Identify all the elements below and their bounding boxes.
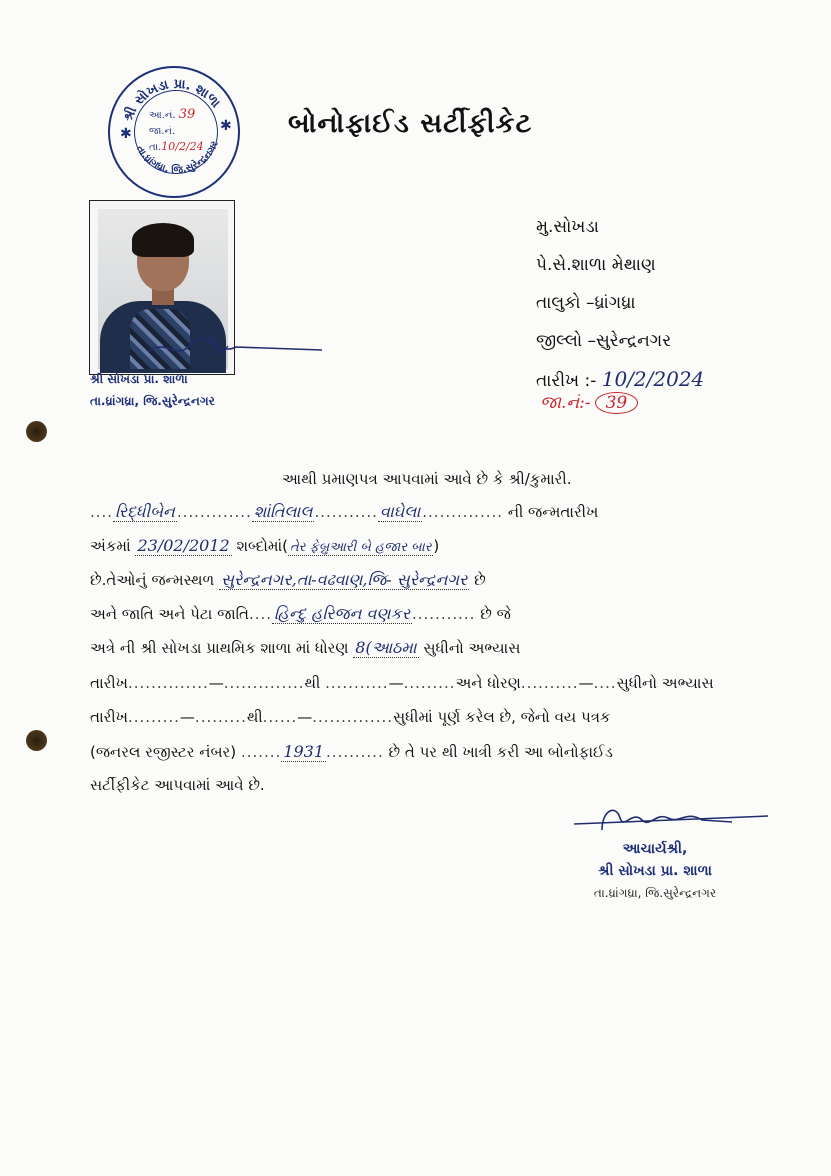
- punch-hole: [26, 730, 47, 751]
- photo-school-stamp: શ્રી સોખડા પ્રા. શાળા તા.ધ્રાંગધ્રા, જિ.સુરેન્દ્રનગર: [90, 372, 215, 408]
- svg-text:તા.ધ્રાંગધ્રા, જિ.સુરેન્દ્રનગર: તા.ધ્રાંગધ્રા, જિ.સુરેન્દ્રનગર: [133, 139, 221, 177]
- student-father-name: શાંતિલાલ: [253, 502, 313, 521]
- address-district: જીલ્લો –સુરેન્દ્રનગર: [536, 331, 671, 351]
- school-round-stamp: [108, 66, 240, 198]
- address-taluka: તાલુકો –ધ્રાંગધ્રા: [536, 293, 636, 313]
- body-line-7: તારીખ..............—..............થી ...........—.........અને ધોરણ..........—....સુધીનો અભ્યાસ: [90, 674, 714, 692]
- principal-place: તા.ધ્રાંગધ્રા, જિ.સુરેન્દ્રનગર: [593, 886, 717, 900]
- body-line-10: સર્ટીફીકેટ આપવામાં આવે છે.: [90, 776, 265, 794]
- body-line-1: આથી પ્રમાણપત્ર આપવામાં આવે છે કે શ્રી/કુમારી.: [282, 470, 572, 488]
- body-line-9: (જનરલ રજીસ્ટર નંબર) ....... 1931 .......... છે તે પર થી ખાત્રી કરી આ બોનોફાઈડ: [90, 742, 613, 761]
- punch-hole: [26, 421, 47, 442]
- body-line-caste: અને જાતિ અને પેટા જાતિ.... હિન્દુ હરિજન વણકર ........... છે જે: [90, 604, 511, 623]
- outward-number: જા.નં:- 39: [540, 392, 638, 414]
- caste: હિન્દુ હરિજન વણકર: [274, 604, 410, 623]
- principal-signature: [572, 800, 772, 840]
- school-address: [536, 208, 704, 400]
- principal-title: આચાર્યશ્રી,: [622, 841, 688, 857]
- svg-text:શ્રી સોખડા પ્રા. શાળા: શ્રી સોખડા પ્રા. શાળા: [120, 76, 223, 124]
- student-surname: વાઘેલા: [379, 502, 421, 521]
- body-line-name: .... રિદ્ધીબેન ............. શાંતિલાલ ........... વાઘેલા .............. ની જન્મતારીખ: [90, 502, 599, 521]
- address-school: પે.સે.શાળા મેથાણ: [536, 255, 656, 275]
- register-number: 1931: [283, 742, 325, 761]
- body-line-dob: અંકમાં 23/02/2012 શબ્દોમાં( તેર ફેબ્રુઆરી બે હજાર બાર ): [90, 536, 440, 555]
- principal-block: [562, 838, 748, 904]
- issue-date: તારીખ :- 10/2/2024: [536, 367, 705, 391]
- standard: 8(આઠમા: [355, 638, 417, 657]
- birthplace: સુરેન્દ્રનગર,તા-વઢવાણ,જિ- સુરેન્દ્રનગર: [221, 570, 468, 589]
- star-icon: ✱: [220, 118, 232, 134]
- address-village: મુ.સોખડા: [536, 217, 599, 237]
- star-icon: ✱: [120, 126, 132, 142]
- student-first-name: રિદ્ધીબેન: [115, 502, 175, 521]
- certificate-title: બોનોફાઈડ સર્ટીફીકેટ: [288, 108, 533, 139]
- body-line-8: તારીખ.........—.........થી......—..............સુધીમાં પૂર્ણ કરેલ છે, જેનો વય પત્રક: [90, 708, 611, 726]
- stamp-inner-fields: આ.નં. 39 જા.નં. તા.10/2/24: [134, 90, 218, 174]
- principal-school: શ્રી સોખડા પ્રા. શાળા: [598, 863, 712, 879]
- body-line-standard: અત્રે ની શ્રી સોખડા પ્રાથમિક શાળા માં ધોરણ 8(આઠમા સુધીનો અભ્યાસ: [90, 638, 521, 657]
- dob-words: તેર ફેબ્રુઆરી બે હજાર બાર: [290, 540, 432, 555]
- body-line-birthplace: છે.તેઓનું જન્મસ્થળ સુરેન્દ્રનગર,તા-વઢવાણ,જિ- સુરેન્દ્રનગર છે: [90, 570, 486, 589]
- dob-digits: 23/02/2012: [137, 536, 230, 555]
